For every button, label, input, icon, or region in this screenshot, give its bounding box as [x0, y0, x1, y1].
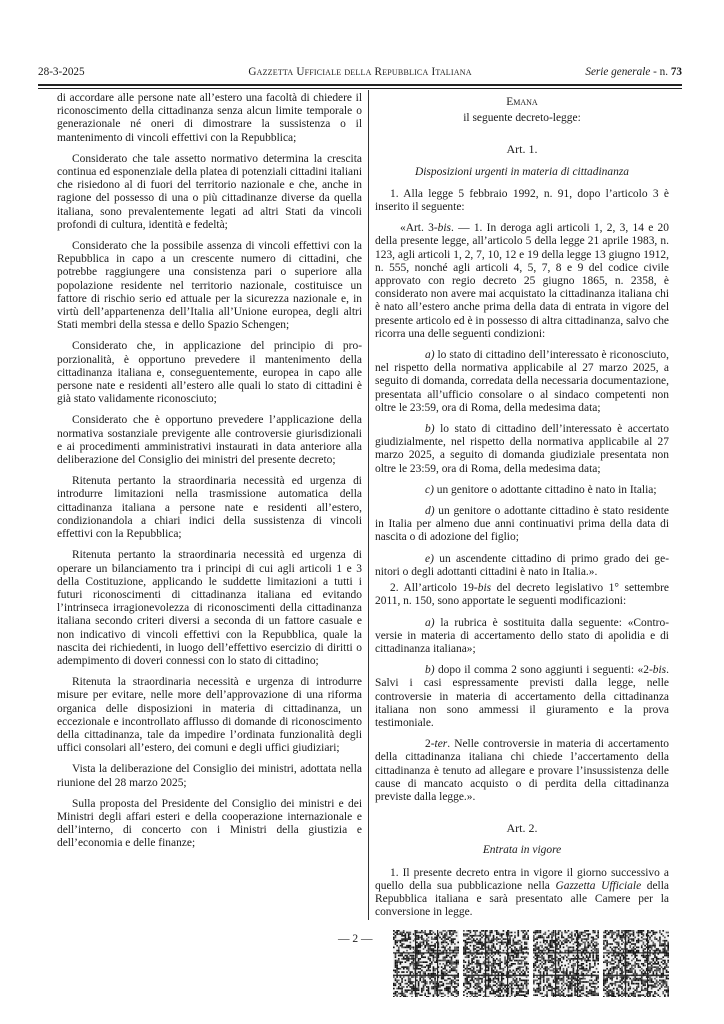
datamatrix-code-icon	[463, 930, 529, 997]
datamatrix-code-icon	[603, 930, 669, 997]
text-segment: 1. Il presente decreto entra in vigore il giorno successivo a quello della sua pubblicazione nella	[375, 866, 669, 892]
preamble-paragraph: Ritenuta pertanto la straordinaria necessità ed urgenza di introdurre limitazioni nella trasmissione automatica della cittadinanza italiana a persone nate e residenti all’estero, condizionandola a chiari indici della sussistenza di vincoli effettivi con la Repubblica;	[57, 475, 362, 541]
item-letter: b)	[425, 423, 435, 436]
text-segment-italic: bis	[652, 664, 667, 677]
condition-item-a	[375, 349, 669, 415]
item-text: un genitore o adottante cittadino è stato residente in Italia per almeno due anni continuativi prima della data di nascita o di adozione del figlio;	[375, 505, 669, 544]
left-column	[57, 92, 362, 859]
item-text: un genitore o adottante cittadino è nato in Italia;	[433, 483, 657, 496]
header-series-sep: - n.	[650, 66, 671, 78]
header-publication-title: Gazzetta Ufficiale della Repubblica Italiana	[248, 66, 472, 78]
article-1-title: Art. 1.	[506, 142, 538, 157]
preamble-paragraph: di accordare alle persone nate all’estero una facoltà di chiedere il riconoscimento della cittadinanza senza alcun limite temporale o generazionale né oneri di dimostrare la sussistenza o il mantenimento di vincoli effettivi con la Repubblica;	[57, 92, 362, 144]
preamble-paragraph: Considerato che la possibile assenza di vincoli effettivi con la Repubblica in capo a un crescente numero di cittadini, che potrebbe raggiungere una consistenza pari o superiore alla popolazione residente nel territorio nazionale, costituisce un fattore di rischio serio ed attuale per la sicurezza nazionale e, in virtù dell’appartenenza dell’Italia all’Unione europea, degli altri Stati membri della stessa e dello Spazio Schengen;	[57, 240, 362, 332]
item-letter: d)	[425, 505, 435, 518]
text-segment-italic: bis	[477, 582, 492, 595]
preamble-paragraph: Ritenuta pertanto la straordinaria necessità ed urgenza di operare un bilanciamento tra i principi di cui agli articoli 1 e 3 della Costituzione, applicando le suddette limitazioni a tutti i futuri riconoscimenti di cittadinanza italiana ed evitando l’intrinseca irragionevolezza di riconoscimenti della cittadinanza italiana secondo criteri diversi a seconda di un fattore casuale e non indicativo di vincoli effettivi con la Repubblica, quale la nascita dei richiedenti, in luogo dell’effettivo esercizio di diritti o adempimento di doveri connessi con lo stato di cittadino;	[57, 549, 362, 667]
text-segment: del decreto legislativo 1° settembre 2011, n. 150, sono apportate le seguenti modificazioni:	[375, 582, 669, 608]
modification-a	[375, 617, 669, 657]
text-segment: della Repubblica italiana e sarà presentato alle Camere per la conversione in legge.	[375, 879, 669, 919]
item-text: lo stato di cittadino dell’interessato è riconosciuto, nel rispetto della normativa applicabile al 27 marzo 2025, a seguito di domanda, corredata della necessaria documentazione, presentata all’ufficio consolare o al sindaco competenti non oltre le 23:59, ora di Roma, della medesima data;	[375, 349, 669, 414]
item-text: un ascendente cittadino di primo grado dei genitori o degli adottanti cittadini è nato in Italia.».	[375, 552, 669, 578]
preamble-paragraph: Considerato che è opportuno prevedere l’applicazione della normativa sostanziale previgente alle controversie giurisdizionali e ai procedimenti amministrativi instaurati in data anteriore alla deliberazione del Consiglio dei ministri del presente decreto;	[57, 414, 362, 467]
text-segment: «Art. 3-	[400, 222, 438, 235]
text-segment: . Salvi i casi espressamente previsti dalla legge, nelle controversie in materia di accertamento della cittadinanza italiana non sono ammessi il giuramento e la prova testimoniale.	[375, 664, 669, 729]
page-header	[38, 64, 682, 82]
text-segment: dopo il comma 2 sono aggiunti i seguenti: «2-	[434, 664, 653, 677]
datamatrix-code-icon	[533, 930, 599, 997]
modification-b	[375, 664, 669, 730]
preamble-paragraph: Sulla proposta del Presidente del Consiglio dei ministri e dei Ministri degli affari esteri e della cooperazione internazionale e dell’interno, di concerto con i Ministri della giustizia e dell’economia e delle finanze;	[57, 797, 362, 850]
right-column	[375, 92, 669, 927]
preamble-paragraph: Considerato che tale assetto normativo determina la crescita continua ed esponenziale della platea di potenziali cittadini italiani che risiedono al di fuori del territorio nazionale e che, anche in ragione del possesso di una o più cittadinanze diverse da quella italiana, sono prevalentemente legati ad altri Stati da vincoli profondi di cultura, identità e fedeltà;	[57, 152, 362, 231]
item-text: lo stato di cittadino dell’interessato è accertato giudizialmente, nel rispetto della normativa applicabile al 27 marzo 2025, a seguito di domanda giudiziale presentata non oltre le 23:59, ora di Roma, della medesima data;	[375, 423, 669, 475]
text-segment-italic: Gazzetta Ufficiale	[555, 879, 642, 892]
text-segment: . Nelle controversie in materia di accertamento della cittadinanza italiana chi chiede l’accertamento della cittadinanza è tenuto ad allegare e provare l’insussistenza delle cause di mancato acquisto o di perdita della cittadinanza previste dalla legge.».	[375, 738, 669, 803]
header-date: 28-3-2025	[38, 66, 85, 78]
datamatrix-code-icon	[393, 930, 459, 997]
preamble-paragraph: Considerato che, in applicazione del principio di proporzionalità, è opportuno prevedere il mantenimento della cittadinanza italiana e, conseguentemente, europea in capo alle persone nate e residenti all’estero alle quali lo stato di cittadini è già stato validamente riconosciuto;	[57, 340, 362, 406]
condition-item-b	[375, 423, 669, 476]
condition-item-d	[375, 505, 669, 545]
preamble-paragraph: Vista la deliberazione del Consiglio dei ministri, adottata nella riunione del 28 marzo 2025;	[57, 763, 362, 789]
header-series	[585, 66, 682, 78]
datamatrix-codes	[393, 930, 669, 997]
item-letter: c)	[425, 483, 434, 496]
preamble-paragraph: Ritenuta la straordinaria necessità e urgenza di introdurre misure per evitare, nelle more dell’approvazione di una riforma organica delle disposizioni in materia di cittadinanza, un eccezionale e incontrollato afflusso di domande di riconoscimento della cittadinanza, tale da impedire l’ordinata funzionalità degli uffici consolari all’estero, dei comuni e degli uffici giudiziari;	[57, 676, 362, 755]
article-2-subtitle: Entrata in vigore	[482, 844, 562, 857]
column-divider	[368, 90, 369, 920]
item-letter: a)	[425, 349, 435, 362]
text-segment: . — 1. In deroga agli articoli 1, 2, 3, 14 e 20 della presente legge, all’articolo 5 della legge 21 aprile 1983, n. 123, agli articoli 1, 2, 7, 10, 12 e 19 della legge 13 giugno 1912, n. 555, nonché agli articoli 4, 5, 7, 8 e 9 del codice civile approvato con regio decreto 25 giugno 1865, n. 2358, è considerato non avere mai acquistato la cittadinanza italiana chi è nato all’estero anche prima della data di entrata in vigore del presente articolo ed è in possesso di altra cittadinanza, salvo che ricorra una delle seguenti condizioni:	[375, 222, 669, 340]
comma-2-ter	[375, 738, 669, 804]
header-rule-thin	[38, 88, 682, 89]
article-2-title: Art. 2.	[506, 821, 538, 836]
header-issue-number: 73	[670, 66, 682, 78]
header-rule-thick	[38, 84, 682, 86]
condition-item-c	[375, 484, 669, 497]
item-letter: a)	[425, 616, 435, 629]
text-segment-italic: bis	[437, 222, 451, 235]
emana-heading: Emana	[506, 96, 538, 108]
article-2-paragraph-1	[375, 867, 669, 920]
article-1-subtitle: Disposizioni urgenti in materia di cittadinanza	[414, 165, 630, 178]
header-series-label: Serie generale	[585, 66, 651, 78]
article-1-paragraph-1: 1. Alla legge 5 febbraio 1992, n. 91, dopo l’articolo 3 è inserito il seguente:	[375, 187, 669, 214]
article-1-paragraph-2	[375, 582, 669, 608]
item-letter: e)	[425, 552, 434, 565]
article-3-bis-text	[375, 222, 669, 341]
text-segment: 2. All’articolo 19-	[390, 582, 478, 595]
item-letter: b)	[425, 664, 435, 677]
text-segment-italic: ter	[434, 738, 448, 751]
condition-item-e	[375, 553, 669, 579]
emana-subheading: il seguente decreto-legge:	[463, 112, 581, 125]
text-segment: 2-	[425, 738, 435, 751]
page-number: — 2 —	[338, 933, 373, 945]
item-text: la rubrica è sostituita dalla seguente: «Controversie in materia di accertamento dello stato di apolidia e di cittadinanza italiana»;	[375, 616, 669, 655]
